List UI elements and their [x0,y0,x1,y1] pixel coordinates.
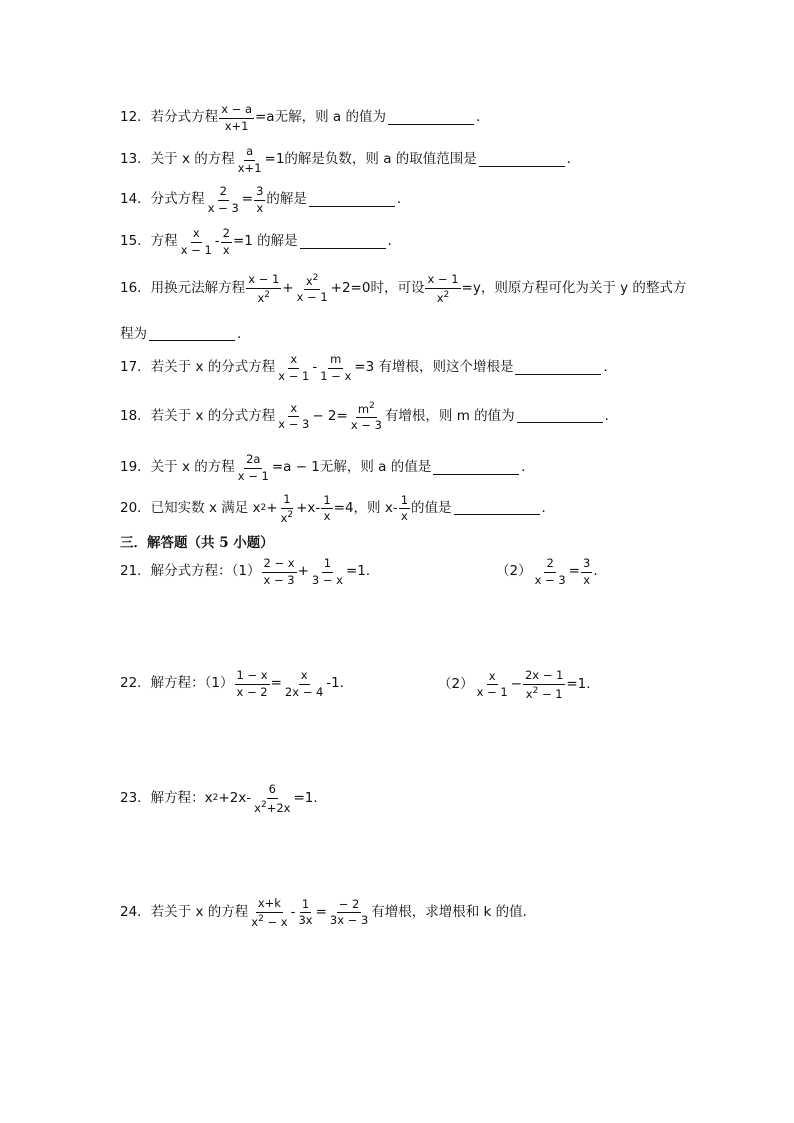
answer-blank[interactable] [149,328,235,341]
answer-blank[interactable] [454,502,540,515]
question-12: 12．若分式方程 $\frac{x - a}{x+1}$ =a无解，则 a 的值为 ． [120,102,490,133]
answer-blank[interactable] [515,362,601,375]
q13-fraction: $\frac{a}{x+1}$ [237,144,262,175]
question-19: 19．关于 x 的方程 $\frac{2a}{x - 1}$ =a − 1无解，则 a 的值是 ． [120,452,535,483]
question-22-part2: （2） $\frac{x}{x - 1}$ − $\frac{2x - 1}{x^2 - 1}$ =1． [438,668,600,701]
question-18: 18．若关于 x 的分式方程 $\frac{x}{x - 3}$ − 2= $\frac{m^2}{x - 3}$ 有增根，则 m 的值为 ． [120,400,619,433]
question-17: 17．若关于 x 的分式方程 $\frac{x}{x - 1}$ - $\frac{m}{1 - x}$ =3 有增根，则这个增根是 ． [120,352,617,383]
question-23: 23．解方程：x 2 +2x- $\frac{6}{x^2+2x}$ =1． [120,782,327,815]
answer-blank[interactable] [309,194,395,207]
section-heading: 三．解答题（共 5 小题） [120,535,274,551]
question-21: 21．解分式方程：（1） $\frac{2 - x}{x - 3}$ + $\frac{1}{3 - x}$ =1． [120,556,380,587]
answer-blank[interactable] [479,154,565,167]
answer-blank[interactable] [300,236,386,249]
question-15: 15．方程 $\frac{x}{x - 1}$ - $\frac{2}{x}$ =1 的解是 ． [120,226,402,257]
answer-blank[interactable] [388,112,474,125]
q12-text: 12．若分式方程 [120,109,219,126]
question-21-part2: （2） $\frac{2}{x - 3}$ = $\frac{3}{x}$ . [496,556,598,587]
question-13: 13．关于 x 的方程 $\frac{a}{x+1}$ =1的解是负数，则 a 的取值范围是 ． [120,144,581,175]
question-16: 16．用换元法解方程 $\frac{x - 1}{x^2}$ + $\frac{x^2}{x - 1}$ +2=0时，可设 $\frac{x - 1}{x^2}$ =y，则原方程可化为关于 y 的整式方 [120,272,687,305]
q12-text-after: =a无解，则 a 的值为 [255,109,386,126]
answer-blank[interactable] [433,462,519,475]
question-20: 20．已知实数 x 满足 x 2 + $\frac{1}{x^2}$ +x- $\frac{1}{x}$ =4，则 x- $\frac{1}{x}$ 的值是 ． [120,492,556,525]
q12-fraction: $\frac{x - a}{x+1}$ [221,102,252,133]
question-14: 14．分式方程 $\frac{2}{x - 3}$ = $\frac{3}{x}$ 的解是 ． [120,184,411,215]
question-16-continued: 程为 ． [120,326,251,342]
question-24: 24．若关于 x 的方程 $\frac{x+k}{x^2 - x}$ - $\frac{1}{3x}$ = $\frac{- 2}{3x - 3}$ 有增根，求增根和 k 的值． [120,896,537,929]
answer-blank[interactable] [517,410,603,423]
question-22: 22．解方程：（1） $\frac{1 - x}{x - 2}$ = $\frac{x}{2x - 4}$ -1． [120,668,354,699]
